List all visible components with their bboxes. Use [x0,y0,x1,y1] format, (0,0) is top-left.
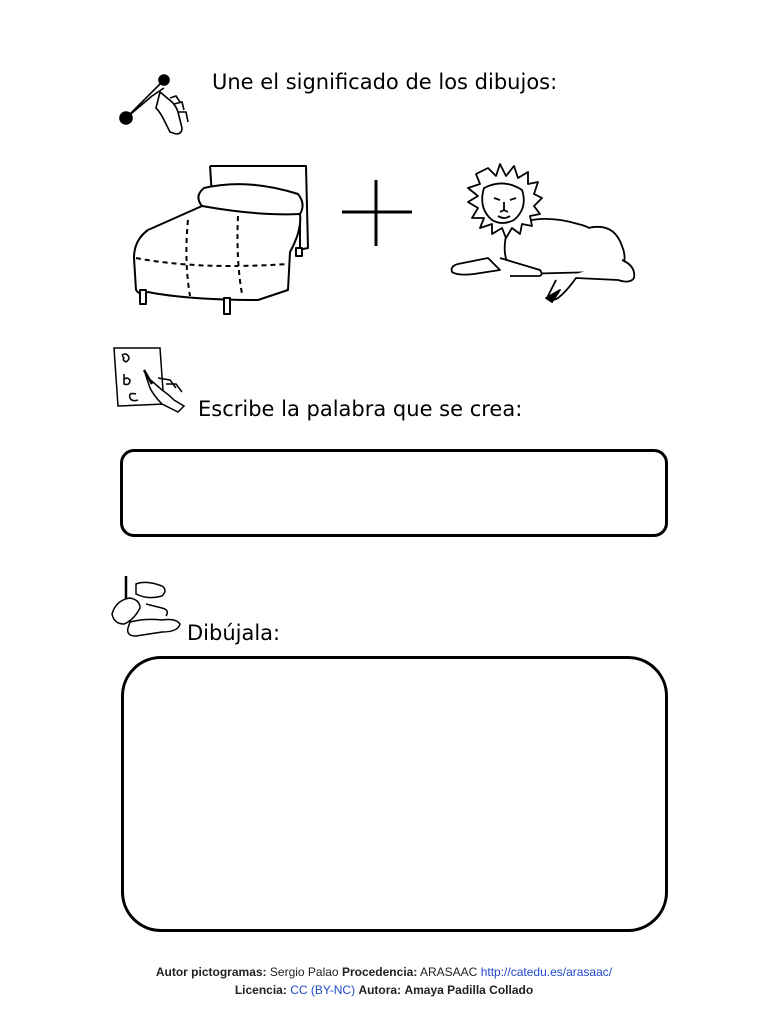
drawing-hand-icon [106,574,184,640]
plus-icon [342,180,412,246]
writing-hand-abc-icon [110,344,190,414]
license-value[interactable]: CC (BY-NC) [290,983,356,997]
drawing-box[interactable] [121,656,668,932]
author-value: Sergio Palao [269,965,339,979]
bed-icon [128,160,313,318]
license-label: Licencia: [234,983,287,997]
connect-dots-hand-icon [112,68,202,138]
source-value: ARASAAC [420,965,478,979]
draw-instruction: Dibújala: [187,621,281,645]
connect-instruction: Une el significado de los dibujos: [212,70,558,94]
source-link[interactable]: http://catedu.es/arasaac/ [480,965,613,979]
lion-icon [448,162,640,306]
authoress-value: Amaya Padilla Collado [404,983,534,997]
authoress-label: Autora: [358,983,402,997]
source-label: Procedencia: [341,965,418,979]
write-instruction: Escribe la palabra que se crea: [198,397,523,421]
answer-write-box[interactable] [120,449,668,537]
footer-credits-line2 [0,983,768,997]
footer-credits-line1 [0,965,768,979]
author-label: Autor pictogramas: [155,965,267,979]
